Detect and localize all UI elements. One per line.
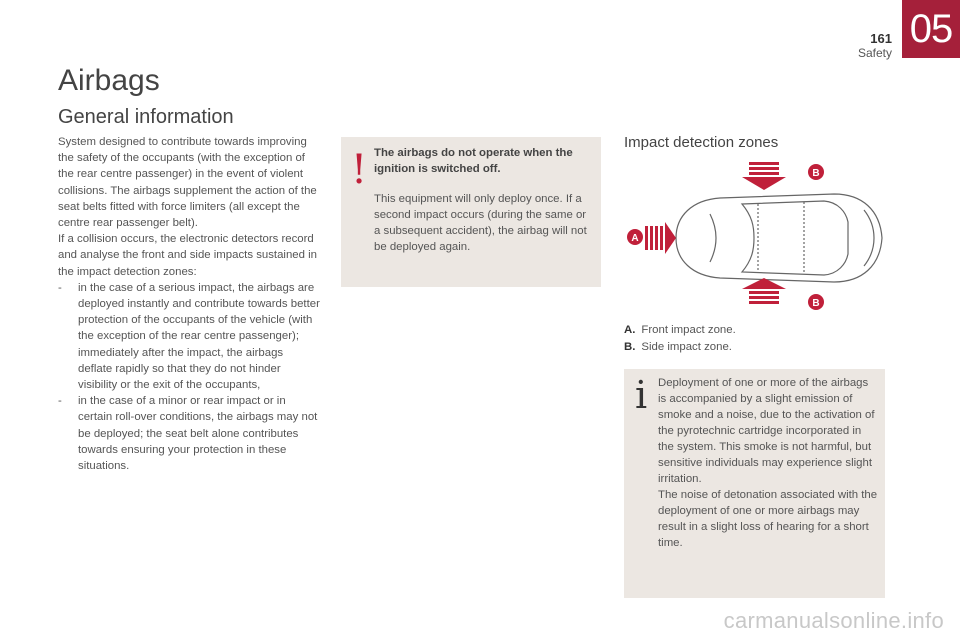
zone-a-letter: A xyxy=(631,233,639,244)
list-item xyxy=(58,280,320,393)
info-text xyxy=(658,375,879,551)
section-subtitle: General information xyxy=(58,106,234,128)
legend-item xyxy=(624,322,736,339)
info-box xyxy=(624,369,885,598)
warning-text: This equipment will only deploy once. If a second impact occurs (during the same or a subsequent accident), the airbag will not be deployed again. xyxy=(374,193,587,253)
warning-icon: ! xyxy=(351,147,368,193)
list-item xyxy=(58,393,320,474)
zone-label-b-bottom xyxy=(808,294,824,310)
intro-paragraph: System designed to contribute towards improving the safety of the occupants (with the exception of the rear centre passenger) in the event of violent collisions. The airbags supplement the action of the seat belts fitted with force limiters (all except the centre rear passenger belt). xyxy=(58,136,317,230)
chapter-tab: 05 xyxy=(902,0,960,58)
zones-title: Impact detection zones xyxy=(624,134,779,151)
page-header xyxy=(858,32,892,60)
legend-key: B. xyxy=(624,341,636,353)
car-diagram xyxy=(624,160,884,310)
zone-b-letter: B xyxy=(812,168,820,179)
intro-paragraph: If a collision occurs, the electronic detectors record and analyse the front and side impacts sustained in the impact detection zones: xyxy=(58,233,317,278)
legend-text: Side impact zone. xyxy=(641,341,732,353)
legend-item xyxy=(624,339,736,356)
info-paragraph: Deployment of one or more of the airbags is accompanied by a slight emission of smoke and a noise, due to the activation of the pyrotechnic cartridge incorporated in the system. This smoke is not harmful, but sensitive individuals may experience slight irritation. xyxy=(658,377,875,485)
section-name: Safety xyxy=(857,46,892,60)
page-title: Airbags xyxy=(58,64,160,97)
zone-b-letter: B xyxy=(812,298,820,309)
zone-label-a xyxy=(627,229,643,245)
bullet-dash: - xyxy=(58,395,62,408)
list-item-text: in the case of a minor or rear impact or in certain roll-over conditions, the airbags may not be deployed; the seat belt alone contributes towards ensuring your protection in these situations. xyxy=(78,395,318,473)
info-icon: i xyxy=(635,373,648,417)
watermark: carmanualsonline.info xyxy=(723,608,944,633)
warning-box xyxy=(341,137,601,287)
legend-text: Front impact zone. xyxy=(641,324,736,336)
zones-legend xyxy=(624,322,736,356)
page-number: 161 xyxy=(870,31,892,46)
info-paragraph: The noise of detonation associated with the deployment of one or more airbags may result in a slight loss of hearing for a short time. xyxy=(658,489,878,549)
warning-heading: The airbags do not operate when the ignition is switched off. xyxy=(374,147,573,175)
zone-label-b-top xyxy=(808,164,824,180)
body-text xyxy=(58,134,320,474)
bullet-dash: - xyxy=(58,281,62,294)
legend-key: A. xyxy=(624,324,636,336)
car-outline xyxy=(676,194,882,282)
list-item-text: in the case of a serious impact, the airbags are deployed instantly and contribute towards better protection of the occupants of the vehicle (with the exception of the rear centre passenger); immediately after the impact, the airbags deflate rapidly so that they do not hinder visibility or the exit of the occupants, xyxy=(78,281,320,392)
